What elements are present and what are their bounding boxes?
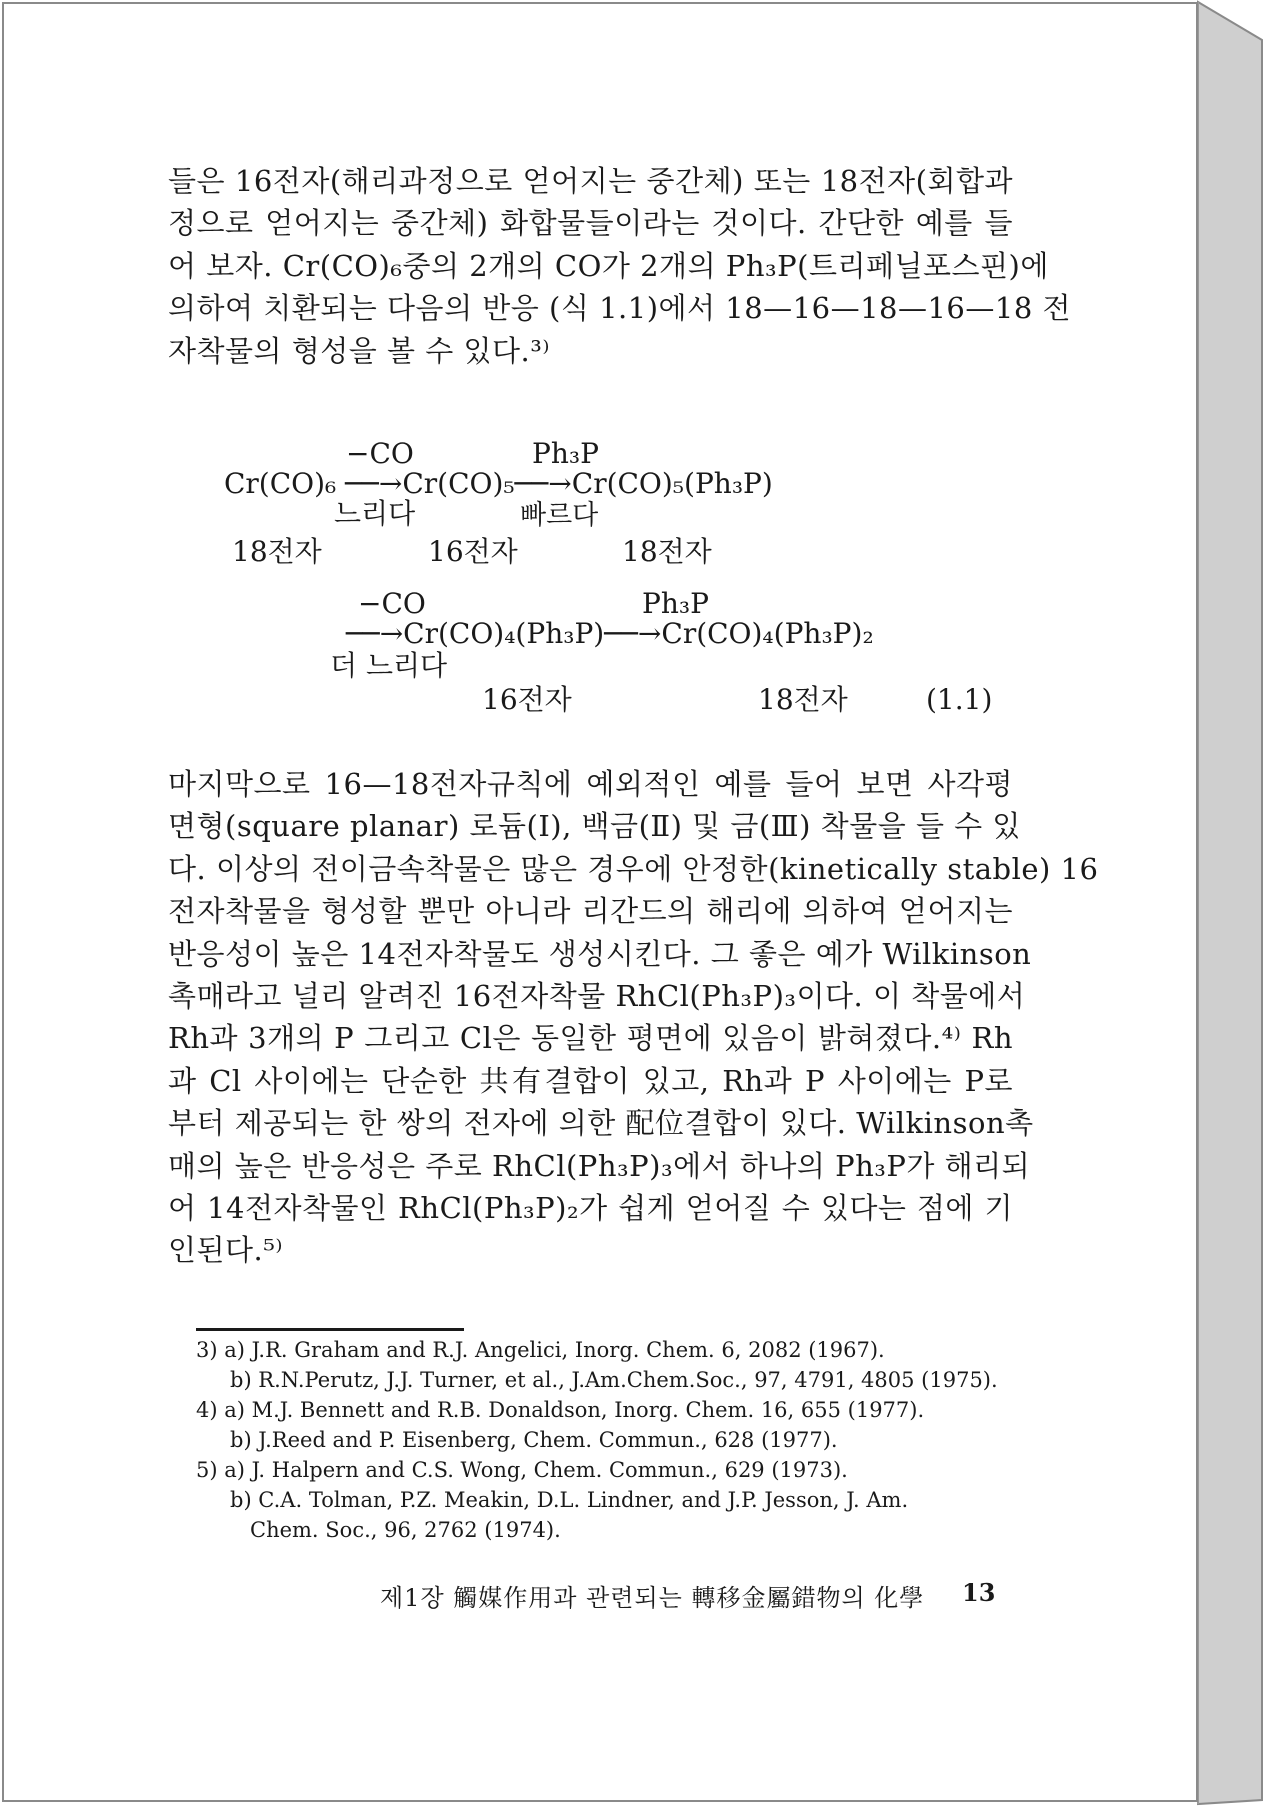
footnote-line: 3) a) J.R. Graham and R.J. Angelici, Inorg. Chem. 6, 2082 (1967). (196, 1338, 885, 1362)
eq-reagent-above: Ph₃P (532, 437, 599, 470)
eq-condition-below: 느리다 (334, 497, 416, 530)
text-line: 다. 이상의 전이금속착물은 많은 경우에 안정한(kinetically stable) 16 (168, 851, 1099, 886)
paragraph-intro (168, 160, 1072, 372)
eq-condition-below: 더 느리다 (330, 649, 448, 682)
footnote-line: b) C.A. Tolman, P.Z. Meakin, D.L. Lindner, and J.P. Jesson, J. Am. (230, 1488, 909, 1512)
footnote-line: b) R.N.Perutz, J.J. Turner, et al., J.Am.Chem.Soc., 97, 4791, 4805 (1975). (230, 1368, 998, 1392)
text-line: 들은 16전자(해리과정으로 얻어지는 중간체) 또는 18전자(회합과 (168, 164, 1013, 198)
eq-reaction-line: ──→Cr(CO)₄(Ph₃P)──→Cr(CO)₄(Ph₃P)₂ (346, 617, 874, 650)
eq-electron-count: 16전자 (482, 683, 572, 716)
footnote-line: 5) a) J. Halpern and C.S. Wong, Chem. Commun., 629 (1973). (196, 1458, 848, 1482)
paragraph-exceptions (168, 763, 1099, 1272)
eq-electron-count: 18전자 (758, 683, 848, 716)
text-line: 부터 제공되는 한 쌍의 전자에 의한 配位결합이 있다. Wilkinson촉 (168, 1106, 1034, 1141)
running-footer: 제1장 觸媒作用과 관련되는 轉移金屬錯物의 化學 (380, 1584, 925, 1612)
text-line: 어 14전자착물인 RhCl(Ph₃P)₂가 쉽게 얻어질 수 있다는 점에 기 (168, 1191, 1013, 1226)
eq-reaction-line: Cr(CO)₆ ──→Cr(CO)₅──→Cr(CO)₅(Ph₃P) (224, 467, 773, 500)
text-line: 마지막으로 16—18전자규칙에 예외적인 예를 들어 보면 사각평 (168, 767, 1013, 801)
text-line: 정으로 얻어지는 중간체) 화합물들이라는 것이다. 간단한 예를 들 (168, 206, 1013, 241)
text-line: 자착물의 형성을 볼 수 있다.³⁾ (168, 333, 550, 368)
text-line: 매의 높은 반응성은 주로 RhCl(Ph₃P)₃에서 하나의 Ph₃P가 해리되 (168, 1148, 1031, 1183)
text-line: 면형(square planar) 로듐(Ⅰ), 백금(Ⅱ) 및 금(Ⅲ) 착물을 들 수 있 (168, 809, 1021, 844)
text-line: 과 Cl 사이에는 단순한 共有결합이 있고, Rh과 P 사이에는 P로 (168, 1063, 1013, 1098)
text-line: 인된다.⁵⁾ (168, 1233, 284, 1268)
equation-number: (1.1) (926, 683, 993, 716)
eq-condition-below: 빠르다 (520, 500, 599, 531)
footnote-divider (196, 1328, 464, 1331)
text-line: 의하여 치환되는 다음의 반응 (식 1.1)에서 18—16—18—16—18 전 (168, 291, 1072, 326)
text-line: 반응성이 높은 14전자착물도 생성시킨다. 그 좋은 예가 Wilkinson (168, 936, 1032, 971)
text-line: 전자착물을 형성할 뿐만 아니라 리간드의 해리에 의하여 얻어지는 (168, 894, 1013, 929)
eq-reagent-above: −CO (358, 587, 426, 620)
eq-electron-count: 18전자 (622, 535, 712, 568)
eq-reagent-above: Ph₃P (642, 587, 709, 620)
eq-electron-count: 16전자 (428, 535, 518, 568)
footnote-line: 4) a) M.J. Bennett and R.B. Donaldson, Inorg. Chem. 16, 655 (1977). (196, 1398, 925, 1422)
footnote-line: Chem. Soc., 96, 2762 (1974). (250, 1518, 561, 1542)
page-number: 13 (962, 1578, 996, 1607)
eq-electron-count: 18전자 (232, 535, 322, 568)
text-line: Rh과 3개의 P 그리고 Cl은 동일한 평면에 있음이 밝혀졌다.⁴⁾ Rh (168, 1021, 1013, 1056)
text-line: 어 보자. Cr(CO)₆중의 2개의 CO가 2개의 Ph₃P(트리페닐포스핀)에 (168, 248, 1049, 283)
footnote-line: b) J.Reed and P. Eisenberg, Chem. Commun., 628 (1977). (230, 1428, 838, 1452)
text-line: 촉매라고 널리 알려진 16전자착물 RhCl(Ph₃P)₃이다. 이 착물에서 (168, 979, 1026, 1014)
eq-reagent-above: −CO (346, 437, 414, 470)
